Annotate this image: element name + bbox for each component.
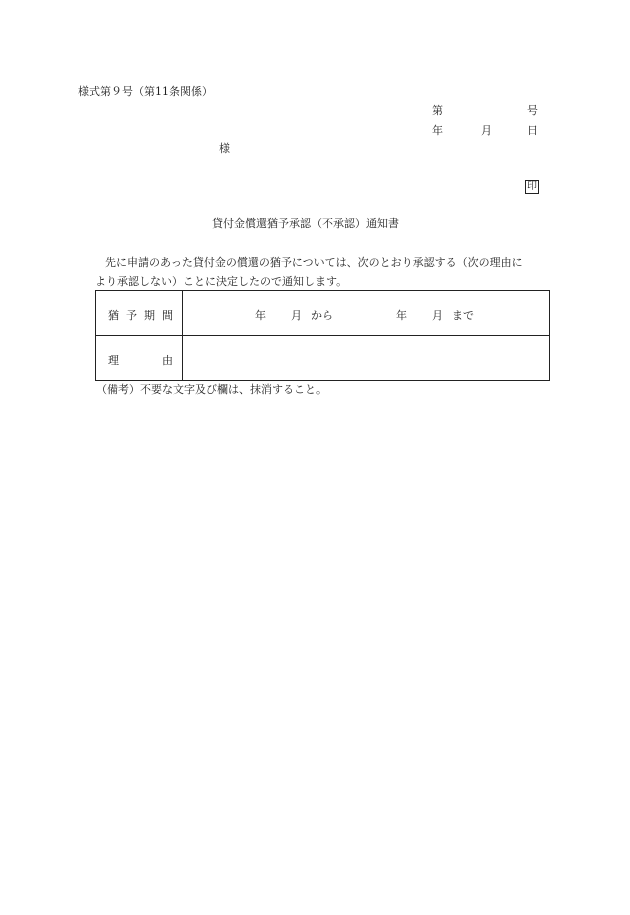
period-value-cell: [183, 291, 550, 336]
reason-label-char: 由: [162, 354, 173, 367]
body-line-2: より承認しない）ことに決定したので通知します。: [95, 275, 348, 288]
date-year: 年: [432, 124, 443, 137]
document-title: 貸付金償還猶予承認（不承認）通知書: [212, 217, 399, 230]
period-from-month: 月: [291, 309, 302, 322]
date-day: 日: [527, 124, 538, 137]
body-line-1: 先に申請のあった貸付金の償還の猶予については、次のとおり承認する（次の理由に: [105, 256, 523, 269]
period-label-char: 予: [126, 309, 137, 322]
period-row: [96, 291, 550, 336]
period-from-year: 年: [255, 309, 266, 322]
period-label-cell: [96, 291, 183, 336]
addressee-suffix: 様: [219, 142, 230, 155]
period-label-char: 猶: [108, 309, 119, 322]
period-to-year: 年: [396, 309, 407, 322]
note: （備考）不要な文字及び欄は、抹消すること。: [96, 383, 327, 396]
period-to: まで: [452, 309, 474, 322]
reason-value-cell: [183, 336, 550, 381]
details-table: [95, 290, 550, 381]
reason-label-cell: [96, 336, 183, 381]
doc-number-suffix: 号: [527, 104, 538, 117]
period-label-char: 間: [162, 309, 173, 322]
seal-stamp: 印: [527, 181, 537, 192]
body-paragraph: [95, 253, 553, 291]
date-month: 月: [481, 124, 492, 137]
period-to-month: 月: [432, 309, 443, 322]
reason-row: [96, 336, 550, 381]
form-number: 様式第９号（第11条関係）: [78, 85, 213, 98]
period-label-char: 期: [144, 309, 155, 322]
period-from: から: [311, 309, 333, 322]
doc-number-prefix: 第: [432, 104, 443, 117]
reason-label-char: 理: [108, 354, 119, 367]
